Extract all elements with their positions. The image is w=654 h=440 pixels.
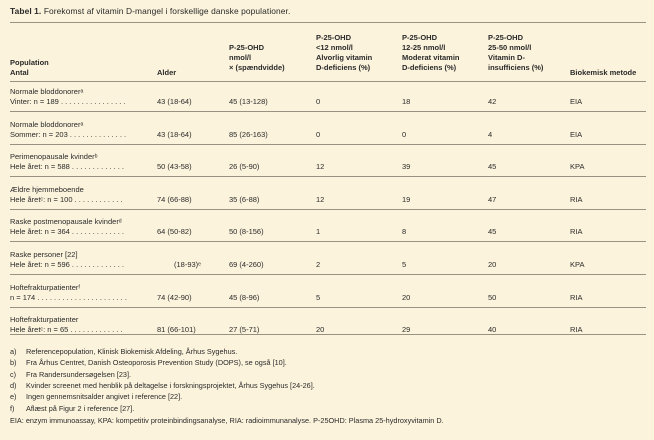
footnote-label: c) (10, 369, 17, 379)
footnote-item (10, 358, 287, 369)
row-alvorlig: 1 (316, 227, 321, 237)
row-alder: 43 (18-64) (157, 129, 192, 139)
row-moderat: 20 (402, 292, 411, 302)
footnote-item (10, 347, 237, 358)
row-metode: RIA (570, 292, 583, 302)
row-antal: Vinter: n = 189 . . . . . . . . . . . . . . . . (10, 97, 126, 106)
header-rule (10, 81, 646, 82)
row-alvorlig: 2 (316, 260, 321, 269)
row-divider (10, 176, 646, 177)
row-insufficiens: 4 (488, 129, 493, 139)
header-alv-4: D-deficiens (%) (316, 63, 371, 72)
footnote-label: d) (10, 380, 17, 390)
row-alvorlig: 5 (316, 292, 321, 302)
row-alder: (18-93)ᵉ (174, 260, 201, 269)
row-p25: 35 (6-88) (229, 194, 260, 204)
row-moderat: 8 (402, 227, 407, 237)
row-divider (10, 144, 646, 145)
header-mod-2: 12-25 nmol/l (402, 43, 446, 52)
footnote-item (10, 370, 131, 381)
row-population: Ældre hjemmeboende (10, 184, 84, 194)
row-antal: Hele åretᶜ: n = 100 . . . . . . . . . . . . (10, 194, 123, 204)
footnote-label: a) (10, 347, 17, 356)
footnote-text: Fra Århus Centret, Danish Osteoporosis Prevention Study (DOPS), se også [10]. (26, 358, 287, 368)
row-alder: 64 (50-82) (157, 227, 192, 237)
row-insufficiens: 50 (488, 292, 497, 302)
row-divider (10, 241, 646, 242)
footnote-text: Ingen gennemsnitsalder angivet i reference [22]. (26, 392, 183, 402)
row-population: Raske postmenopausale kvinderᵈ (10, 217, 122, 227)
row-metode: KPA (570, 162, 585, 172)
row-p25: 45 (8-96) (229, 292, 260, 302)
header-alv-3: Alvorlig vitamin (316, 53, 373, 62)
row-antal: Hele året: n = 596 . . . . . . . . . . . . . (10, 260, 125, 269)
header-alv-1: P-25-OHD (316, 33, 352, 42)
footnote-item (10, 381, 315, 392)
row-metode: KPA (570, 260, 585, 269)
bottom-rule (10, 334, 646, 335)
header-alv-2: <12 nmol/l (316, 43, 353, 52)
row-alvorlig: 0 (316, 129, 321, 139)
row-moderat: 5 (402, 260, 407, 269)
row-population: Hoftefrakturpatienterᶠ (10, 282, 81, 292)
table-caption: Forekomst af vitamin D-mangel i forskellige danske populationer. (43, 6, 291, 16)
row-alvorlig: 12 (316, 194, 325, 204)
row-p25: 85 (26-163) (229, 129, 268, 139)
footnote-text: Aflæst på Figur 2 i reference [27]. (26, 403, 135, 413)
row-insufficiens: 42 (488, 97, 497, 106)
row-moderat: 39 (402, 162, 411, 172)
row-divider (10, 307, 646, 308)
row-insufficiens: 45 (488, 227, 497, 237)
header-mod-3: Moderat vitamin (402, 53, 460, 62)
row-antal: Sommer: n = 203 . . . . . . . . . . . . . . (10, 129, 127, 139)
table-title (10, 6, 290, 16)
header-ins-4: insufficiens (%) (488, 63, 544, 72)
row-p25: 26 (5-90) (229, 162, 260, 172)
header-metode: Biokemisk metode (570, 68, 637, 77)
footnote-label: e) (10, 392, 17, 402)
header-ins-2: 25-50 nmol/l (488, 43, 532, 52)
row-alder: 50 (43-58) (157, 162, 192, 172)
row-p25: 50 (8-156) (229, 227, 264, 237)
row-metode: RIA (570, 194, 583, 204)
row-metode: EIA (570, 129, 583, 139)
row-p25: 45 (13-128) (229, 97, 268, 106)
footnote-item (10, 392, 182, 403)
header-p25-3: × (spændvidde) (229, 63, 285, 72)
row-alder: 43 (18-64) (157, 97, 192, 106)
row-population: Normale bloddonorerᵃ (10, 119, 84, 129)
footnote-text: Fra Randersundersøgelsen [23]. (26, 369, 132, 379)
row-insufficiens: 45 (488, 162, 497, 172)
footnote-label: b) (10, 358, 17, 368)
header-p25-2: nmol/l (229, 53, 252, 62)
row-alvorlig: 0 (316, 97, 321, 106)
row-p25: 69 (4-260) (229, 260, 264, 269)
row-antal: Hele året: n = 364 . . . . . . . . . . . . . (10, 227, 125, 237)
row-antal: Hele året: n = 588 . . . . . . . . . . . . . (10, 162, 125, 172)
row-alder: 81 (66-101) (157, 325, 196, 335)
row-divider (10, 111, 646, 112)
header-population: Population (10, 58, 49, 67)
header-ins-3: Vitamin D- (488, 53, 525, 62)
header-antal: Antal (10, 68, 29, 77)
row-population: Normale bloddonorerᵃ (10, 87, 84, 96)
row-antal: Hele åretᶜ: n = 65 . . . . . . . . . . . . . (10, 325, 123, 335)
row-insufficiens: 40 (488, 325, 497, 335)
row-population: Hoftefrakturpatienter (10, 315, 79, 325)
row-alder: 74 (42-90) (157, 292, 192, 302)
row-p25: 27 (5-71) (229, 325, 260, 335)
row-moderat: 19 (402, 194, 411, 204)
row-antal: n = 174 . . . . . . . . . . . . . . . . . . . . . . (10, 292, 127, 302)
abbreviations: EIA: enzym immunoassay, KPA: kompetitiv proteinbindingsanalyse, RIA: radioimmunanalyse. P-25OHD: Plasma 25-hydroxyvitamin D. (10, 416, 444, 425)
footnote-text: Referencepopulation, Klinisk Biokemisk Afdeling, Århus Sygehus. (26, 347, 238, 356)
row-metode: RIA (570, 227, 583, 237)
row-insufficiens: 47 (488, 194, 497, 204)
row-insufficiens: 20 (488, 260, 497, 269)
row-alvorlig: 20 (316, 325, 325, 335)
header-p25-1: P-25-OHD (229, 43, 265, 52)
row-moderat: 18 (402, 97, 411, 106)
row-divider (10, 274, 646, 275)
row-moderat: 0 (402, 129, 407, 139)
header-mod-4: D-deficiens (%) (402, 63, 457, 72)
row-alder: 74 (66-88) (157, 194, 192, 204)
row-divider (10, 209, 646, 210)
footnote-item (10, 404, 134, 415)
header-ins-1: P-25-OHD (488, 33, 524, 42)
row-metode: EIA (570, 97, 583, 106)
row-population: Perimenopausale kvinderᵇ (10, 152, 98, 162)
table-label: Tabel 1. (10, 6, 42, 16)
footnote-label: f) (10, 403, 15, 413)
row-alvorlig: 12 (316, 162, 325, 172)
row-moderat: 29 (402, 325, 411, 335)
footnote-text: Kvinder screenet med henblik på deltagelse i forskningsprojektet, Århus Sygehus [24-26]. (26, 380, 315, 390)
top-rule (10, 22, 646, 23)
header-alder: Alder (157, 68, 177, 77)
row-population: Raske personer [22] (10, 250, 78, 259)
header-mod-1: P-25-OHD (402, 33, 438, 42)
row-metode: RIA (570, 325, 583, 335)
